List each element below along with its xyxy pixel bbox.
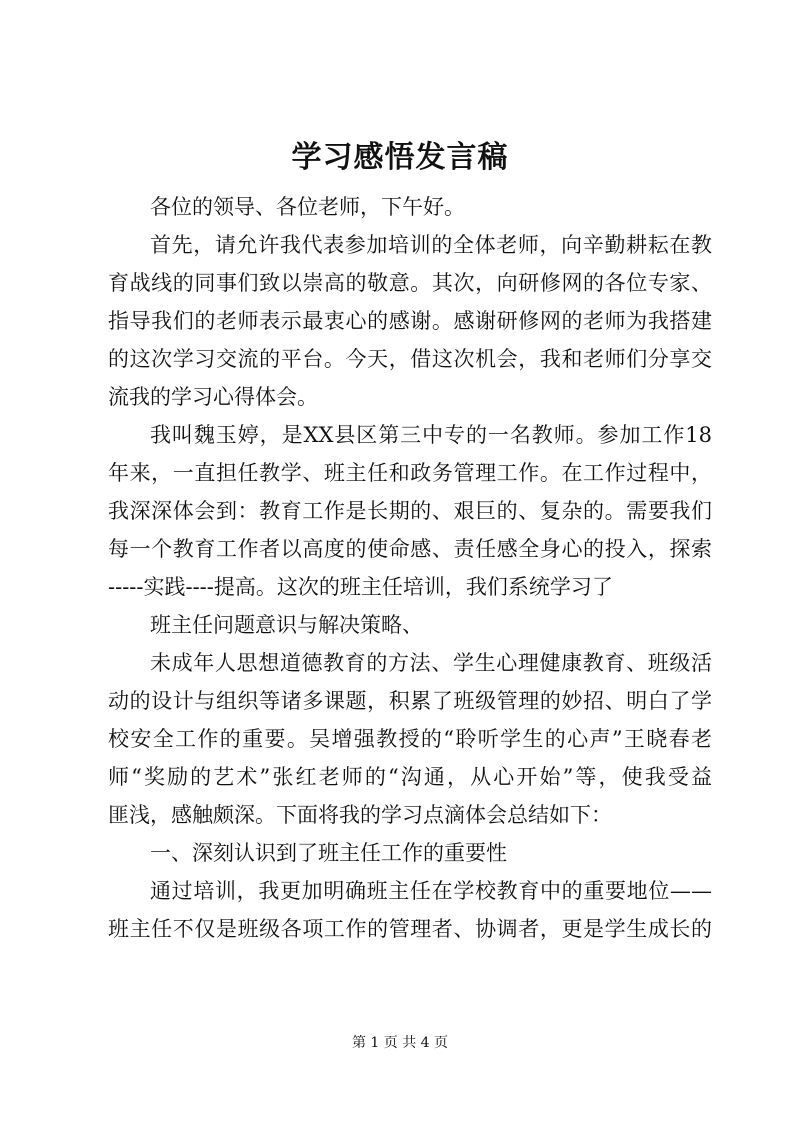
paragraph-line: 各位的领导、各位老师，下午好。 — [150, 195, 465, 219]
paragraph-line: 指导我们的老师表示最衷心的感谢。感谢研修网的老师为我搭建 — [108, 309, 712, 333]
document-body — [108, 188, 712, 948]
paragraph-line: 师“奖励的艺术”张红老师的“沟通，从心开始”等，使我受益 — [108, 765, 712, 789]
paragraph-line: 流我的学习心得体会。 — [108, 385, 318, 409]
section-heading: 一、深刻认识到了班主任工作的重要性 — [150, 841, 507, 865]
paragraph-line: 年来，一直担任教学、班主任和政务管理工作。在工作过程中， — [108, 461, 712, 485]
paragraph-line: 未成年人思想道德教育的方法、学生心理健康教育、班级活 — [150, 651, 712, 675]
document-title: 学习感悟发言稿 — [291, 140, 509, 175]
paragraph-line: 我深深体会到：教育工作是长期的、艰巨的、复杂的。需要我们 — [108, 499, 712, 523]
paragraph-line: 班主任不仅是班级各项工作的管理者、协调者，更是学生成长的 — [108, 917, 712, 941]
paragraph-line: 通过培训，我更加明确班主任在学校教育中的重要地位—— — [150, 879, 712, 903]
paragraph-line: 的这次学习交流的平台。今天，借这次机会，我和老师们分享交 — [108, 347, 712, 371]
paragraph-line: 动的设计与组织等诸多课题，积累了班级管理的妙招、明白了学 — [108, 689, 712, 713]
paragraph-line: 校安全工作的重要。吴增强教授的“聆听学生的心声”王晓春老 — [108, 727, 712, 751]
page-number: 第 1 页 共 4 页 — [351, 1035, 449, 1051]
paragraph-line: -----实践----提高。这次的班主任培训，我们系统学习了 — [108, 575, 613, 599]
paragraph-line: 首先，请允许我代表参加培训的全体老师，向辛勤耕耘在教 — [150, 233, 712, 257]
paragraph-line: 育战线的同事们致以崇高的敬意。其次，向研修网的各位专家、 — [108, 271, 712, 295]
paragraph-line: 我叫魏玉婷，是XX县区第三中专的一名教师。参加工作18 — [150, 423, 712, 447]
paragraph-line: 班主任问题意识与解决策略、 — [150, 613, 423, 637]
paragraph-line: 每一个教育工作者以高度的使命感、责任感全身心的投入，探索 — [108, 537, 712, 561]
paragraph-line: 匪浅，感触颇深。下面将我的学习点滴体会总结如下： — [108, 803, 612, 827]
